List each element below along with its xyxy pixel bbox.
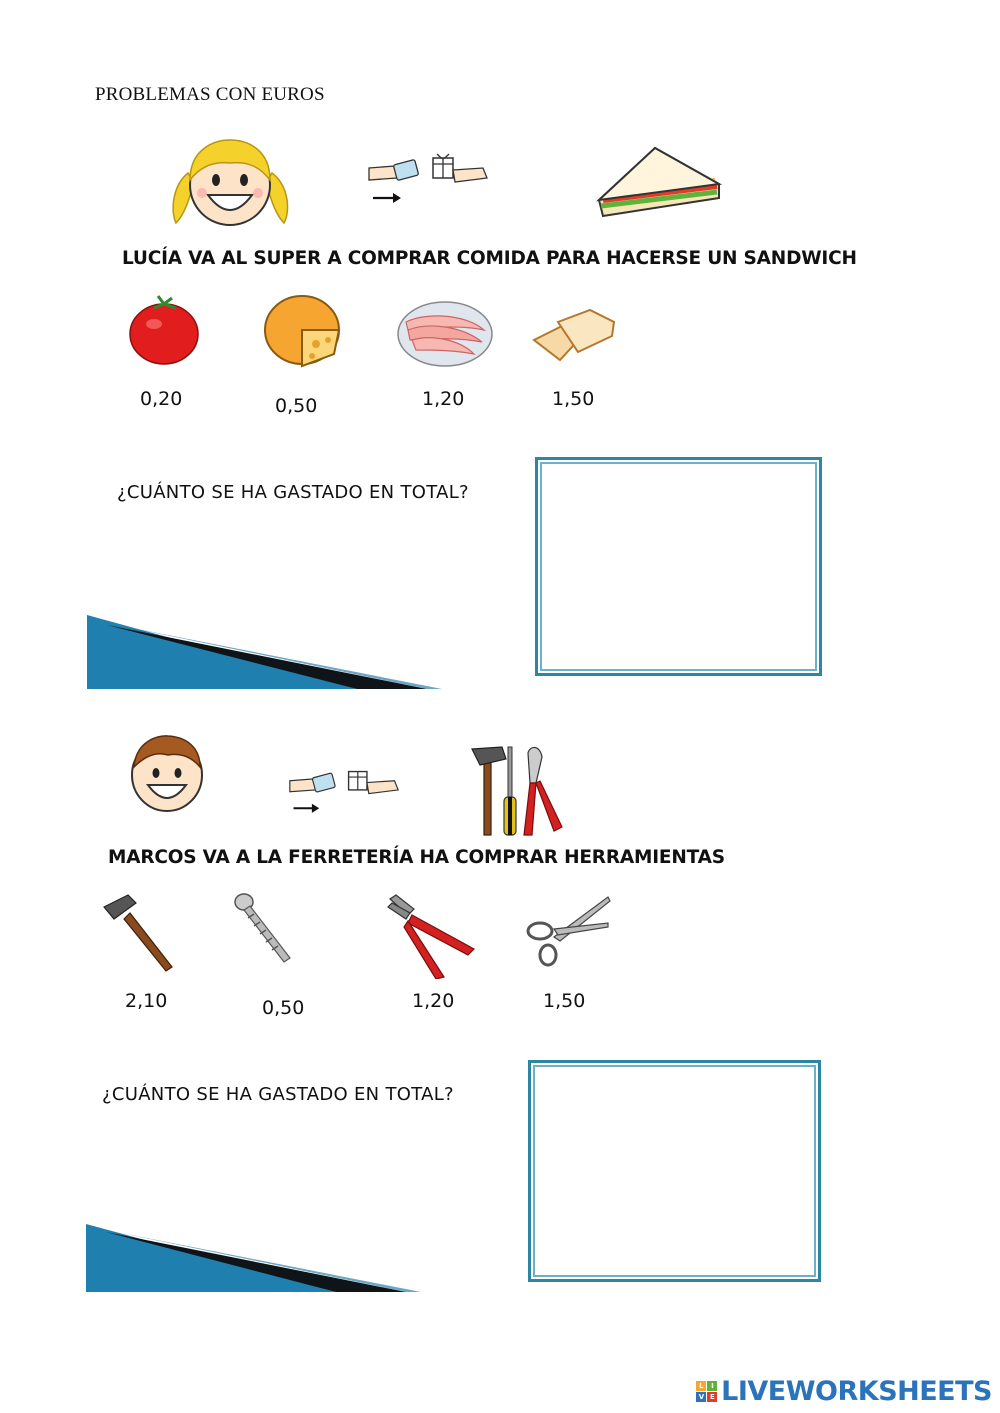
decorative-wedge (87, 615, 447, 689)
problem-1-answer-box[interactable] (535, 457, 822, 676)
scissors-icon (524, 893, 612, 967)
price-pliers: 1,20 (412, 990, 455, 1012)
buy-exchange-icon (367, 148, 489, 206)
price-hammer: 2,10 (125, 990, 168, 1012)
girl-face-icon (168, 135, 293, 227)
problem-1-statement: LUCÍA VA AL SUPER A COMPRAR COMIDA PARA HACERSE UN SANDWICH (122, 248, 857, 269)
problem-2-question: ¿CUÁNTO SE HA GASTADO EN TOTAL? (102, 1084, 454, 1105)
screw-icon (234, 892, 296, 964)
price-cheese: 0,50 (275, 395, 318, 417)
sandwich-icon (595, 142, 723, 220)
price-tomato: 0,20 (140, 388, 183, 410)
tools-icon (470, 743, 566, 839)
worksheet-title: PROBLEMAS CON EUROS (95, 84, 325, 105)
pliers-icon (386, 893, 476, 979)
cheese-icon (262, 292, 342, 372)
price-screw: 0,50 (262, 997, 305, 1019)
ham-icon (396, 296, 494, 368)
decorative-wedge (86, 1224, 426, 1292)
problem-2-answer-box[interactable] (528, 1060, 821, 1282)
price-scissors: 1,50 (543, 990, 586, 1012)
liveworksheets-logo (696, 1376, 992, 1407)
boy-face-icon (128, 733, 206, 813)
hammer-icon (102, 893, 178, 973)
price-ham: 1,20 (422, 388, 465, 410)
problem-2-statement: MARCOS VA A LA FERRETERÍA HA COMPRAR HERRAMIENTAS (108, 847, 725, 868)
bread-icon (532, 306, 618, 366)
logo-text: LIVEWORKSHEETS (721, 1376, 992, 1407)
price-bread: 1,50 (552, 388, 595, 410)
tomato-icon (128, 292, 200, 367)
buy-exchange-icon (288, 762, 400, 816)
logo-mark-icon: L I V E (696, 1381, 717, 1402)
problem-1-question: ¿CUÁNTO SE HA GASTADO EN TOTAL? (117, 482, 469, 503)
